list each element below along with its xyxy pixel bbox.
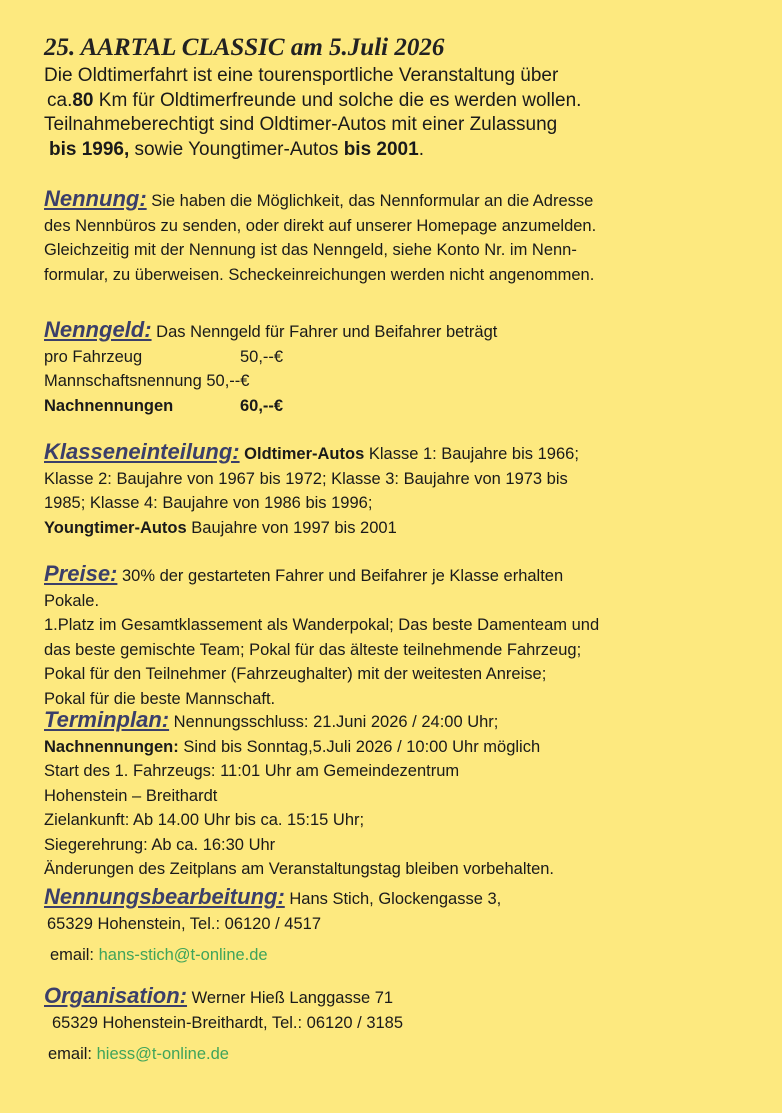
fee-value: 60,--€ (240, 396, 284, 415)
section-line: Zielankunft: Ab 14.00 Uhr bis ca. 15:15 Uhr; (44, 811, 365, 829)
section-text: Nennungsschluss: 21.Juni 2026 / 24:00 Uhr; (169, 713, 499, 731)
organisation-section (44, 984, 403, 1067)
section-line: 65329 Hohenstein-Breithardt, Tel.: 06120 / 3185 (52, 1013, 404, 1032)
section-line (44, 187, 596, 214)
section-line: Pokal für die beste Mannschaft. (44, 689, 276, 708)
section-text: Das Nenngeld für Fahrer und Beifahrer beträgt (151, 323, 498, 341)
section-line: Hohenstein – Breithardt (44, 786, 218, 805)
email-label: email: (50, 946, 99, 964)
intro-line: Teilnahmeberechtigt sind Oldtimer-Autos mit einer Zulassung (44, 114, 558, 135)
fee-label: Nachnennungen (44, 396, 174, 415)
email-line (44, 1042, 403, 1067)
section-line (44, 562, 599, 589)
section-line: formular, zu überweisen. Scheckeinreichungen werden nicht angenommen. (44, 265, 595, 284)
nennung-heading: Nennung: (44, 186, 147, 211)
intro-section (44, 64, 581, 162)
organisation-heading: Organisation: (44, 983, 188, 1008)
distance-value: 80 (72, 89, 94, 111)
section-text: 30% der gestarteten Fahrer und Beifahrer je Klasse erhalten (117, 567, 564, 585)
section-text: Sie haben die Möglichkeit, das Nennformular an die Adresse (146, 192, 594, 210)
section-line: des Nennbüros zu senden, oder direkt auf unserer Homepage anzumelden. (44, 216, 597, 235)
fee-label: pro Fahrzeug (44, 347, 143, 366)
section-line (44, 318, 497, 345)
section-line: das beste gemischte Team; Pokal für das älteste teilnehmende Fahrzeug; (44, 640, 582, 659)
section-line: Klasse 2: Baujahre von 1967 bis 1972; Klasse 3: Baujahre von 1973 bis (44, 469, 568, 488)
email-label: email: (48, 1045, 97, 1063)
preise-section (44, 562, 599, 711)
klassen-heading: Klasseneinteilung: (44, 439, 240, 464)
section-line (44, 984, 403, 1011)
intro-line (44, 138, 581, 163)
section-line (44, 440, 579, 467)
section-line: Gleichzeitig mit der Nennung ist das Nenngeld, siehe Konto Nr. im Nenn- (44, 241, 577, 259)
section-line: 1.Platz im Gesamtklassement als Wanderpokal; Das beste Damenteam und (44, 616, 600, 634)
intro-line: Die Oldtimerfahrt ist eine tourensportliche Veranstaltung über (44, 65, 559, 86)
bearbeitung-heading: Nennungsbearbeitung: (44, 884, 285, 909)
section-line (44, 885, 501, 912)
intro-text: sowie Youngtimer-Autos (129, 138, 344, 160)
section-line: Siegerehrung: Ab ca. 16:30 Uhr (44, 835, 276, 854)
intro-text: ca. (47, 89, 73, 111)
intro-text: . (418, 138, 424, 160)
section-line: Änderungen des Zeitplans am Veranstaltungstag bleiben vorbehalten. (44, 860, 555, 878)
section-text: Werner Hieß Langgasse 71 (187, 989, 394, 1007)
fee-value: 50,--€ (240, 347, 284, 366)
youngtimer-year: bis 2001 (343, 138, 419, 160)
preise-heading: Preise: (44, 561, 118, 586)
email-link[interactable]: hiess@t-online.de (96, 1045, 229, 1063)
section-text: Hans Stich, Glockengasse 3, (284, 890, 502, 908)
event-title: 25. AARTAL CLASSIC am 5.Juli 2026 (44, 34, 445, 61)
section-line: Pokale. (44, 591, 100, 610)
oldtimer-year: bis 1996, (49, 138, 130, 160)
email-line (44, 943, 501, 968)
intro-text: Km für Oldtimerfreunde und solche die es werden wollen. (93, 89, 582, 111)
fee-row (44, 345, 497, 370)
terminplan-section (44, 708, 554, 882)
nenngeld-section (44, 318, 497, 418)
section-line: Start des 1. Fahrzeugs: 11:01 Uhr am Gemeindezentrum (44, 762, 460, 780)
section-text-bold: Nachnennungen: (44, 737, 179, 756)
section-line (44, 516, 579, 541)
section-text: Baujahre von 1997 bis 2001 (186, 518, 397, 537)
section-text: Sind bis Sonntag,5.Juli 2026 / 10:00 Uhr möglich (178, 737, 541, 756)
section-line (44, 708, 554, 735)
klassen-section (44, 440, 579, 540)
fee-row (44, 394, 497, 419)
section-line: 1985; Klasse 4: Baujahre von 1986 bis 1996; (44, 494, 373, 512)
section-line: Pokal für den Teilnehmer (Fahrzeughalter) mit der weitesten Anreise; (44, 665, 547, 683)
terminplan-heading: Terminplan: (44, 707, 170, 732)
nenngeld-heading: Nenngeld: (44, 317, 152, 342)
fee-row: Mannschaftsnennung 50,--€ (44, 372, 250, 390)
section-text: Klasse 1: Baujahre bis 1966; (364, 445, 579, 463)
section-text-bold: Oldtimer-Autos (239, 445, 365, 463)
nennung-section (44, 187, 596, 287)
email-link[interactable]: hans-stich@t-online.de (98, 946, 268, 964)
section-text-bold: Youngtimer-Autos (44, 518, 187, 537)
intro-line (44, 89, 581, 114)
section-line (44, 735, 554, 760)
bearbeitung-section (44, 885, 501, 968)
section-line: 65329 Hohenstein, Tel.: 06120 / 4517 (47, 914, 321, 933)
